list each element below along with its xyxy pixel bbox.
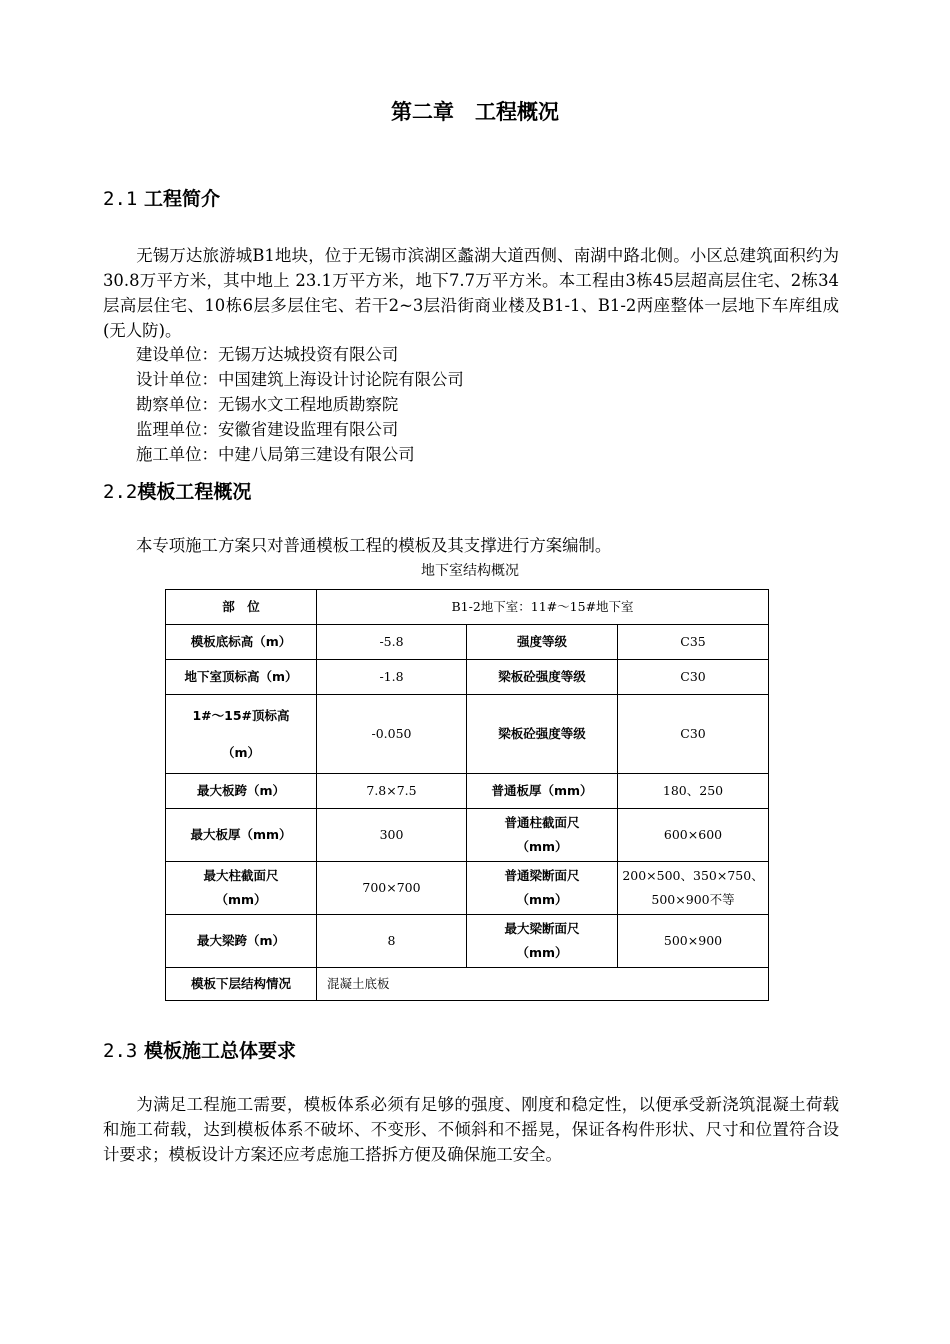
table-cell: 700×700: [317, 862, 467, 915]
table-cell: 500×900: [618, 915, 769, 968]
general-requirements-paragraph: [103, 1092, 839, 1167]
table-cell-header: 最大板厚（mm）: [166, 809, 317, 862]
section-title: 工程简介: [143, 188, 220, 210]
cell-line: 普通梁断面尺: [504, 868, 580, 883]
section-number: 2.2: [103, 481, 138, 503]
table-cell-header: 部 位: [166, 590, 317, 625]
cell-line: （mm）: [516, 945, 568, 960]
section-title: 模板工程概况: [137, 481, 252, 503]
paragraph-text: 为满足工程施工需要，模板体系必须有足够的强度、刚度和稳定性，以便承受新浇筑混凝土荷载和施工荷载，达到模板体系不破坏、不变形、不倾斜和不摇晃，保证各构件形状、尺寸和位置符合设计要求；模板设计方案还应考虑施工搭拆方便及确保施工安全。: [103, 1095, 839, 1164]
section-number: 2.3: [103, 1040, 138, 1062]
cell-line: 普通柱截面尺: [504, 815, 580, 830]
unit-line-designer: 设计单位：中国建筑上海设计讨论院有限公司: [136, 370, 464, 389]
cell-line: 1#～15#顶标高: [192, 708, 290, 723]
table-cell-header: 地下室顶标高（m）: [166, 660, 317, 695]
formwork-scope-paragraph: 本专项施工方案只对普通模板工程的模板及其支撑进行方案编制。: [136, 536, 612, 555]
table-cell-header: 梁板砼强度等级: [467, 695, 618, 774]
project-intro-paragraph: [103, 243, 839, 343]
table-cell: -5.8: [317, 625, 467, 660]
table-cell-header: [467, 915, 618, 968]
cell-line: （mm）: [215, 892, 267, 907]
unit-line-supervisor: 监理单位：安徽省建设监理有限公司: [136, 420, 399, 439]
table-cell: 混凝土底板: [317, 968, 769, 1001]
table-row: [166, 660, 769, 695]
table-row: [166, 968, 769, 1001]
table-cell: B1-2地下室：11#～15#地下室: [317, 590, 769, 625]
unit-line-surveyor: 勘察单位：无锡水文工程地质勘察院: [136, 395, 399, 414]
section-heading-2-1: [103, 184, 220, 211]
table-cell-header: 普通板厚（mm）: [467, 774, 618, 809]
cell-line: 500×900不等: [651, 892, 735, 907]
unit-line-contractor: 施工单位：中建八局第三建设有限公司: [136, 445, 415, 464]
unit-line-construction-owner: 建设单位：无锡万达城投资有限公司: [136, 345, 399, 364]
basement-structure-table: [165, 589, 769, 1001]
table-cell-header: [166, 695, 317, 774]
section-heading-2-3: [103, 1036, 296, 1063]
table-cell: -0.050: [317, 695, 467, 774]
chapter-title: 第二章 工程概况: [391, 100, 559, 124]
table-cell: 180、250: [618, 774, 769, 809]
cell-line: 最大梁断面尺: [504, 921, 580, 936]
table-cell: C30: [618, 695, 769, 774]
table-cell-header: 模板下层结构情况: [166, 968, 317, 1001]
table-cell-header: 模板底标高（m）: [166, 625, 317, 660]
cell-line: （mm）: [516, 839, 568, 854]
table-cell-header: 梁板砼强度等级: [467, 660, 618, 695]
table-row: [166, 915, 769, 968]
table-cell: -1.8: [317, 660, 467, 695]
table-row: [166, 809, 769, 862]
table-cell: 7.8×7.5: [317, 774, 467, 809]
table-cell-header: 最大梁跨（m）: [166, 915, 317, 968]
table-cell: 600×600: [618, 809, 769, 862]
section-number: 2.1: [103, 188, 138, 210]
table-cell-header: [166, 862, 317, 915]
cell-line: （m）: [221, 745, 261, 760]
table-cell-header: 最大板跨（m）: [166, 774, 317, 809]
table-cell: [618, 862, 769, 915]
paragraph-text: 无锡万达旅游城B1地块，位于无锡市滨湖区蠡湖大道西侧、南湖中路北侧。小区总建筑面积约为30.8万平方米，其中地上 23.1万平方米，地下7.7万平方米。本工程由3栋45层超高层住宅、2栋34层高层住宅、10栋6层多层住宅、若干2~3层沿街商业楼及B1-1、B1-2两座整体一层地下车库组成(无人防)。: [103, 246, 839, 340]
table-row: [166, 695, 769, 774]
table-cell-header: [467, 809, 618, 862]
section-title: 模板施工总体要求: [143, 1040, 296, 1062]
table-row: [166, 625, 769, 660]
cell-line: 200×500、350×750、: [622, 868, 764, 883]
cell-line: （mm）: [516, 892, 568, 907]
table-cell-header: [467, 862, 618, 915]
table-row: [166, 774, 769, 809]
table-row: [166, 590, 769, 625]
table-cell: 8: [317, 915, 467, 968]
table-row: [166, 862, 769, 915]
table-cell: 300: [317, 809, 467, 862]
table-cell-header: 强度等级: [467, 625, 618, 660]
table-caption: 地下室结构概况: [421, 563, 519, 579]
cell-line: 最大柱截面尺: [203, 868, 279, 883]
table-cell: C35: [618, 625, 769, 660]
section-heading-2-2: [103, 477, 251, 504]
table-cell: C30: [618, 660, 769, 695]
